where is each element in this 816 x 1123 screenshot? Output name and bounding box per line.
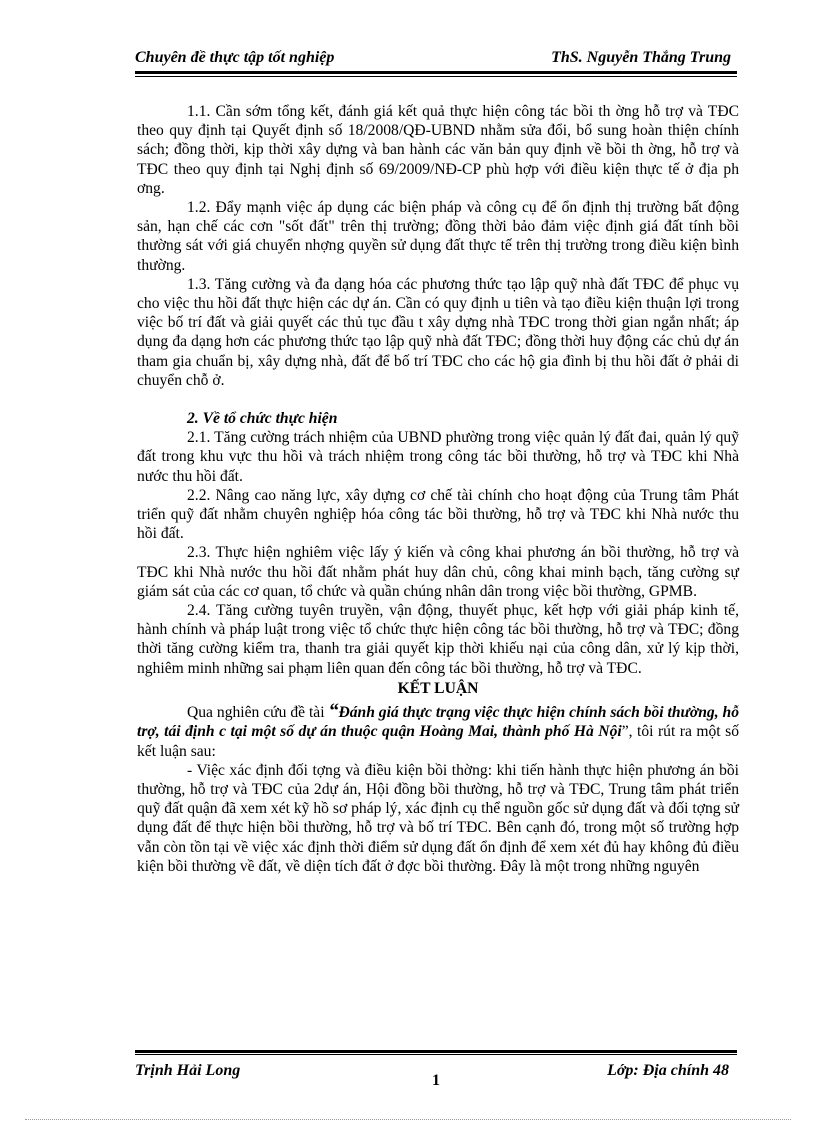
footer-class-name: Lớp: Địa chính 48 <box>607 1062 729 1079</box>
page-bottom-dotted-line <box>25 1119 791 1120</box>
footer-rule-thick <box>135 1050 737 1053</box>
paragraph-2-1: 2.1. Tăng cường trách nhiệm của UBND phường trong việc quản lý đất đai, quản lý quỹ đất trong khu vực thu hồi và trách nhiệm trong công tác bồi thường, hỗ trợ và TĐC khi Nhà nước thu hồi đất. <box>137 429 739 485</box>
paragraph-1-1: 1.1. Cần sớm tổng kết, đánh giá kết quả thực hiện công tác bồi th ờng hỗ trợ và TĐC theo quy định tại Quyết định số 18/2008/QĐ-UBND nhằm sửa đổi, bổ sung hoàn thiện chính sách; đồng thời, kịp thời xây dựng và ban hành các văn bản quy định về bồi th ờng, hỗ trợ và TĐC theo quy định tại Nghị định số 69/2009/NĐ-CP phù hợp với điều kiện thực tế ở địa ph ơng. <box>137 103 739 197</box>
conclusion-intro <box>137 702 739 761</box>
page-header <box>135 45 737 73</box>
intro-text-before: Qua nghiên cứu đề tài <box>187 704 329 722</box>
conclusion-paragraph-1: - Việc xác định đối tợng và điều kiện bồi thờng: khi tiến hành thực hiện phương án bồi thường, hỗ trợ và TĐC của 2dự án, Hội đồng bồi thường, hỗ trợ và TĐC, Trung tâm phát triển quỹ đất quận đã xem xét kỹ hồ sơ pháp lý, xác định cụ thể nguồn gốc sử dụng đất và đối tợng sử dụng đất để thực hiện bồi thường, hỗ trợ và bố trí TĐC. Bên cạnh đó, trong một số trường hợp vẫn còn tồn tại về việc xác định thời điểm sử dụng đất ổn định để xem xét đủ hay không đủ điều kiện bồi thường về đất, về diện tích đất ở đợc bồi thường. Đây là một trong những nguyên <box>137 761 739 875</box>
header-document-title: Chuyên đề thực tập tốt nghiệp <box>135 49 335 66</box>
intro-text-after: ”, tôi rút ra một số kết luận sau: <box>137 723 739 760</box>
paragraph-1-3: 1.3. Tăng cường và đa dạng hóa các phương thức tạo lập quỹ nhà đất TĐC để phục vụ cho việc thu hồi đất thực hiện các dự án. Cần có quy định u tiên và tạo điều kiện thuận lợi trong việc bố trí đất và giải quyết các thủ tục đầu t xây dựng nhà TĐC trong thời gian ngắn nhất; áp dụng đa dạng hơn các phương thức tạo lập quỹ nhà đất TĐC; đồng thời huy động các chủ dự án tham gia chuẩn bị, xây dựng nhà, đất để bố trí TĐC cho các hộ gia đình bị thu hồi đất ở phải di chuyển chỗ ở. <box>137 275 739 389</box>
conclusion-title: KẾT LUẬN <box>397 679 479 697</box>
paragraph-2-2: 2.2. Nâng cao năng lực, xây dựng cơ chế tài chính cho hoạt động của Trung tâm Phát triển quỹ đất nhằm chuyên nghiệp hóa công tác bồi thường, hỗ trợ và TĐC khi Nhà nước thu hồi đất. <box>137 486 739 543</box>
page-number: 1 <box>432 1072 440 1089</box>
intro-open-quote: “ <box>328 700 339 723</box>
document-body <box>137 102 739 876</box>
paragraph-1-2: 1.2. Đẩy mạnh việc áp dụng các biện pháp và công cụ để ổn định thị trường bất động sản, hạn chế các cơn "sốt đất" trên thị trường; đồng thời bảo đảm việc định giá đất tính bồi thường sát với giá chuyển nhợng quyền sử dụng đất thực tế trên thị trường trong điều kiện bình thường. <box>137 199 739 274</box>
header-rule-thick <box>135 71 737 74</box>
footer-author-name: Trịnh Hải Long <box>135 1062 241 1079</box>
paragraph-2-4: 2.4. Tăng cường tuyên truyền, vận động, thuyết phục, kết hợp với giải pháp kinh tế, hành chính và pháp luật trong việc tổ chức thực hiện công tác bồi thường, hỗ trợ và TĐC; đồng thời tăng cường kiểm tra, thanh tra giải quyết kịp thời khiếu nại của công dân, xử lý kịp thời, nghiêm minh những sai phạm liên quan đến công tác bồi thường, hỗ trợ và TĐC. <box>137 602 739 677</box>
paragraph-2-3: 2.3. Thực hiện nghiêm việc lấy ý kiến và công khai phương án bồi thường, hỗ trợ và TĐC khi Nhà nước thu hồi đất nhằm phát huy dân chủ, công khai minh bạch, tăng cường sự giám sát của các cơ quan, tổ chức và quần chúng nhân dân trong việc bồi thường, GPMB. <box>137 544 739 600</box>
footer-rule-thin <box>135 1054 737 1055</box>
section-heading-2: 2. Về tổ chức thực hiện <box>187 410 338 428</box>
page-footer <box>135 1050 737 1100</box>
thesis-topic-title: Đánh giá thực trạng việc thực hiện chính sách bồi thường, hỗ trợ, tái định c tại một số dự án thuộc quận Hoàng Mai, thành phố Hà Nội <box>137 704 739 741</box>
header-supervisor-name: ThS. Nguyễn Thắng Trung <box>551 49 731 66</box>
header-rule-thin <box>135 76 737 77</box>
